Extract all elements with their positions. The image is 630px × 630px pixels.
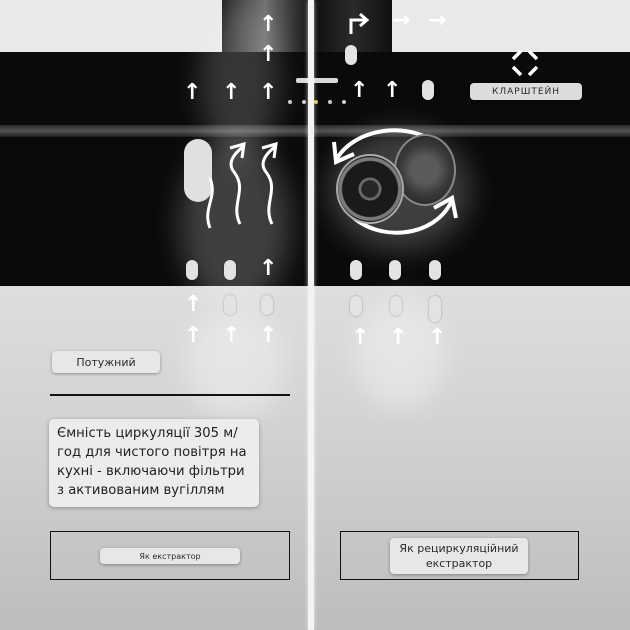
capsule-icon [224, 295, 236, 315]
capsule-icon [350, 296, 362, 316]
capsule-icon [429, 296, 441, 322]
arrow-up-icon: ↑ [351, 325, 370, 350]
control-buttons [288, 100, 350, 106]
arrow-up-icon: ↑ [259, 80, 278, 105]
airflow-wave-icon [196, 138, 286, 230]
arrow-up-icon: ↑ [259, 323, 278, 348]
control-display [296, 78, 338, 83]
capsule-icon [422, 80, 434, 100]
power-button[interactable]: Потужний [52, 351, 160, 373]
arrow-up-icon: ↑ [428, 325, 447, 350]
arrow-up-icon: ↑ [350, 78, 369, 103]
section-divider [50, 394, 290, 396]
extractor-mode-button[interactable]: Як екстрактор [100, 548, 240, 564]
capsule-icon [186, 260, 198, 280]
arrow-up-icon: ↑ [259, 42, 278, 67]
arrow-up-icon: ↑ [389, 325, 408, 350]
capsule-icon [224, 260, 236, 280]
capsule-icon [389, 260, 401, 280]
recirculation-mode-button[interactable]: Як рециркуляційний екстрактор [390, 538, 528, 574]
capsule-icon [429, 260, 441, 280]
capsule-icon [261, 295, 273, 315]
arrow-up-icon: ↑ [184, 292, 203, 317]
arrow-up-icon: ↑ [222, 80, 241, 105]
capsule-icon [345, 45, 357, 65]
arrow-up-icon: ↑ [184, 323, 203, 348]
carbon-filter-icon [336, 154, 404, 224]
capsule-icon [390, 296, 402, 316]
arrow-right-icon: → [392, 8, 411, 33]
arrow-up-icon: ↑ [259, 12, 278, 37]
arrow-right-icon: → [428, 8, 447, 33]
bracket-button[interactable]: КЛАРШТЕЙН [470, 83, 582, 100]
arrow-up-icon: ↑ [383, 78, 402, 103]
circulation-info: Ємність циркуляції 305 м/год для чистого повітря на кухні - включаючи фільтри з активованим вугіллям [49, 419, 259, 507]
brand-logo-icon [512, 50, 538, 76]
panel-divider [308, 0, 314, 630]
ceiling-left [0, 0, 222, 52]
arrow-up-icon: ↑ [259, 256, 278, 281]
arrow-right-icon [346, 12, 372, 36]
capsule-icon [350, 260, 362, 280]
arrow-up-icon: ↑ [183, 80, 202, 105]
arrow-up-icon: ↑ [222, 323, 241, 348]
